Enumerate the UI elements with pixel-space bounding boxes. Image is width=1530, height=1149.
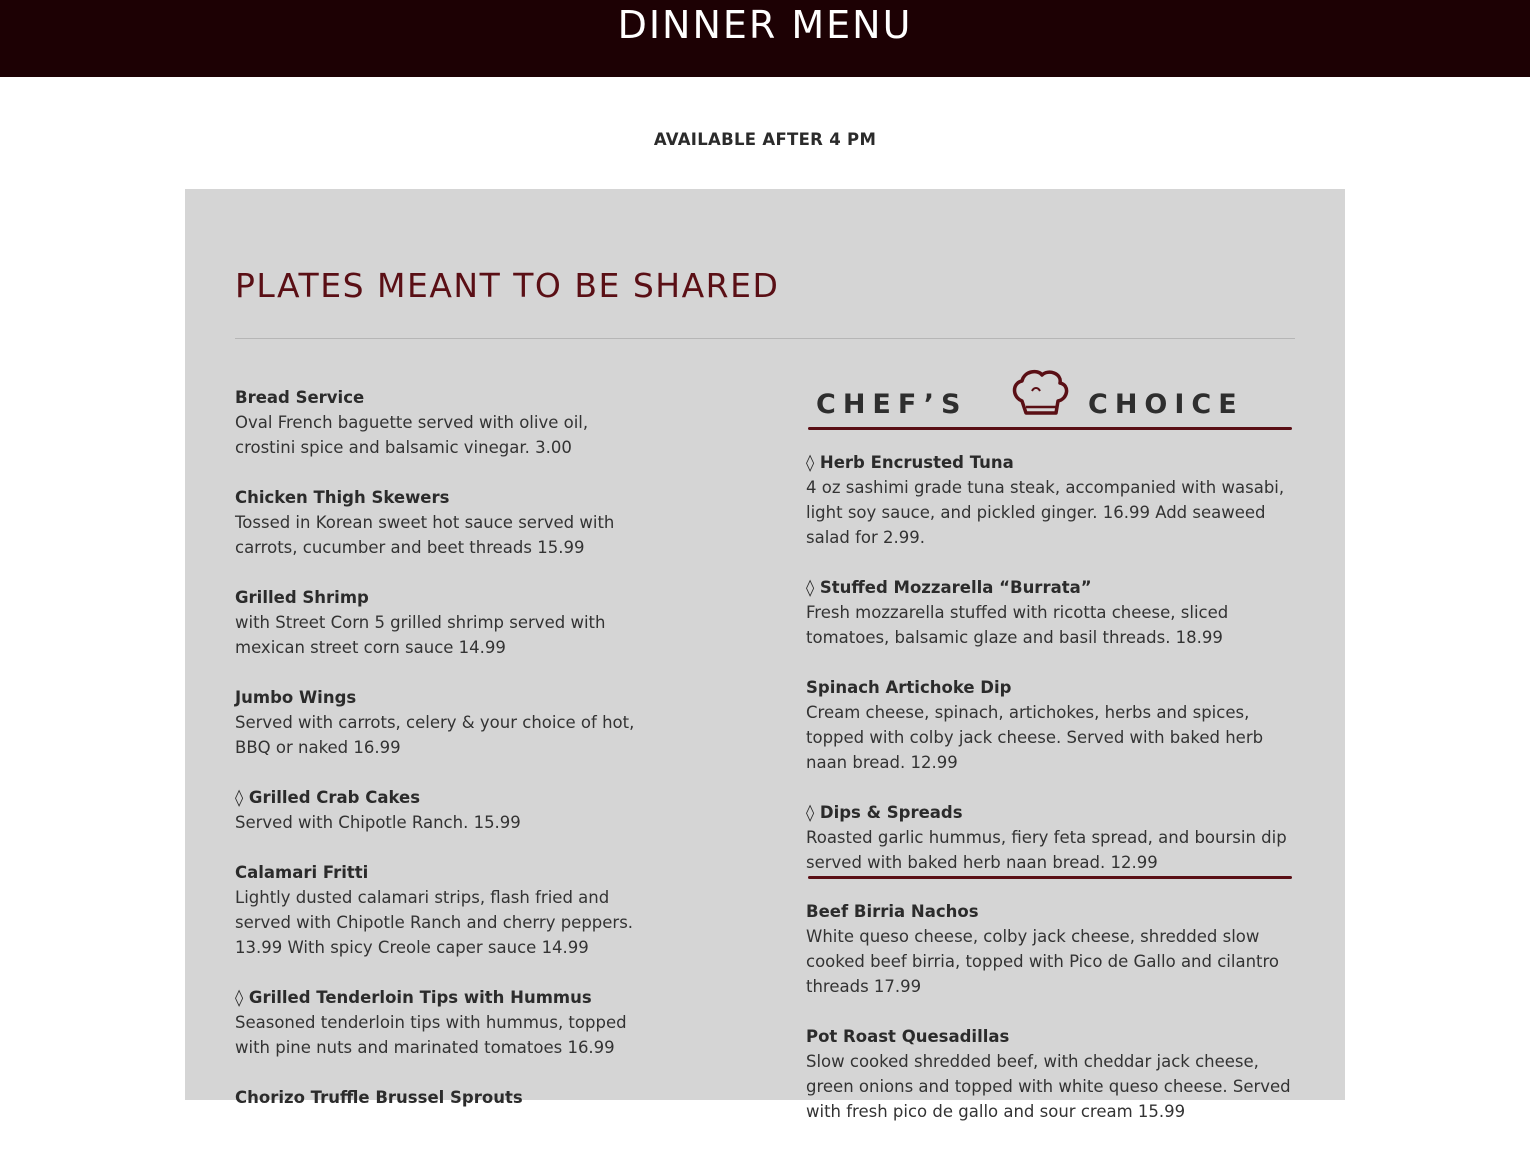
menu-item-description: Served with carrots, celery & your choice of hot, BBQ or naked 16.99 — [235, 713, 635, 757]
chefs-choice-left-word: CHEF’S — [816, 389, 968, 420]
chefs-choice-right-word: CHOICE — [1088, 389, 1244, 420]
menu-item-description: Served with Chipotle Ranch. 15.99 — [235, 813, 521, 832]
menu-item-name: Chicken Thigh Skewers — [235, 488, 450, 507]
left-column — [235, 385, 645, 1135]
menu-item-name: Spinach Artichoke Dip — [806, 678, 1012, 697]
menu-item — [806, 575, 1301, 650]
menu-item-description: Roasted garlic hummus, fiery feta spread, and boursin dip served with baked herb naan bread. 12.99 — [806, 828, 1287, 872]
menu-item-description: Cream cheese, spinach, artichokes, herbs and spices, topped with colby jack cheese. Served with baked herb naan bread. 12.99 — [806, 703, 1264, 772]
header-bar — [0, 0, 1530, 77]
menu-item-name: ◊ Stuffed Mozzarella “Burrata” — [806, 578, 1092, 597]
menu-item — [806, 800, 1301, 875]
menu-item-name: Chorizo Truffle Brussel Sprouts — [235, 1088, 523, 1107]
menu-panel — [185, 189, 1345, 1121]
menu-item — [806, 675, 1301, 775]
menu-item-name: ◊ Grilled Tenderloin Tips with Hummus — [235, 988, 592, 1007]
menu-item — [806, 899, 1301, 999]
menu-item-description: Lightly dusted calamari strips, flash fried and served with Chipotle Ranch and cherry peppers. 13.99 With spicy Creole caper sauce 14.99 — [235, 888, 634, 957]
section-divider — [235, 338, 1295, 339]
section-title: PLATES MEANT TO BE SHARED — [235, 266, 780, 305]
menu-item-name: ◊ Dips & Spreads — [806, 803, 963, 822]
menu-item — [235, 785, 645, 835]
menu-item — [235, 485, 645, 560]
menu-item-name: Pot Roast Quesadillas — [806, 1027, 1010, 1046]
chefs-choice-end-divider — [808, 876, 1292, 879]
menu-item — [235, 1085, 645, 1110]
menu-item — [235, 685, 645, 760]
menu-item-description: 4 oz sashimi grade tuna steak, accompanied with wasabi, light soy sauce, and pickled ginger. 16.99 Add seaweed salad for 2.99. — [806, 478, 1285, 547]
menu-item-description: with Street Corn 5 grilled shrimp served with mexican street corn sauce 14.99 — [235, 613, 606, 657]
menu-item-name: ◊ Grilled Crab Cakes — [235, 788, 421, 807]
chef-hat-icon — [1008, 367, 1072, 417]
menu-item-name: ◊ Herb Encrusted Tuna — [806, 453, 1014, 472]
menu-item-name: Grilled Shrimp — [235, 588, 369, 607]
menu-item — [806, 1024, 1301, 1124]
menu-item-description: Slow cooked shredded beef, with cheddar jack cheese, green onions and topped with white queso cheese. Served with fresh pico de gallo and sour cream 15.99 — [806, 1052, 1291, 1121]
menu-item — [235, 985, 645, 1060]
menu-item — [235, 860, 645, 960]
menu-item-description: Oval French baguette served with olive oil, crostini spice and balsamic vinegar. 3.00 — [235, 413, 589, 457]
menu-item-name: Bread Service — [235, 388, 365, 407]
menu-item-description: Fresh mozzarella stuffed with ricotta cheese, sliced tomatoes, balsamic glaze and basil threads. 18.99 — [806, 603, 1229, 647]
menu-item — [235, 585, 645, 660]
menu-item-name: Calamari Fritti — [235, 863, 369, 882]
chefs-choice-underline — [808, 427, 1292, 430]
menu-item-description: Seasoned tenderloin tips with hummus, topped with pine nuts and marinated tomatoes 16.99 — [235, 1013, 627, 1057]
menu-item-description: White queso cheese, colby jack cheese, shredded slow cooked beef birria, topped with Pico de Gallo and cilantro threads 17.99 — [806, 927, 1280, 996]
chefs-choice-logo — [806, 367, 1295, 435]
menu-item — [235, 385, 645, 460]
menu-item — [806, 450, 1301, 550]
right-column-bottom — [806, 899, 1301, 1149]
availability-note: AVAILABLE AFTER 4 PM — [653, 130, 877, 149]
menu-item-description: Tossed in Korean sweet hot sauce served with carrots, cucumber and beet threads 15.99 — [235, 513, 615, 557]
menu-item-name: Jumbo Wings — [235, 688, 357, 707]
right-column-top — [806, 450, 1301, 900]
menu-item-name: Beef Birria Nachos — [806, 902, 979, 921]
page-title: DINNER MENU — [617, 3, 913, 47]
